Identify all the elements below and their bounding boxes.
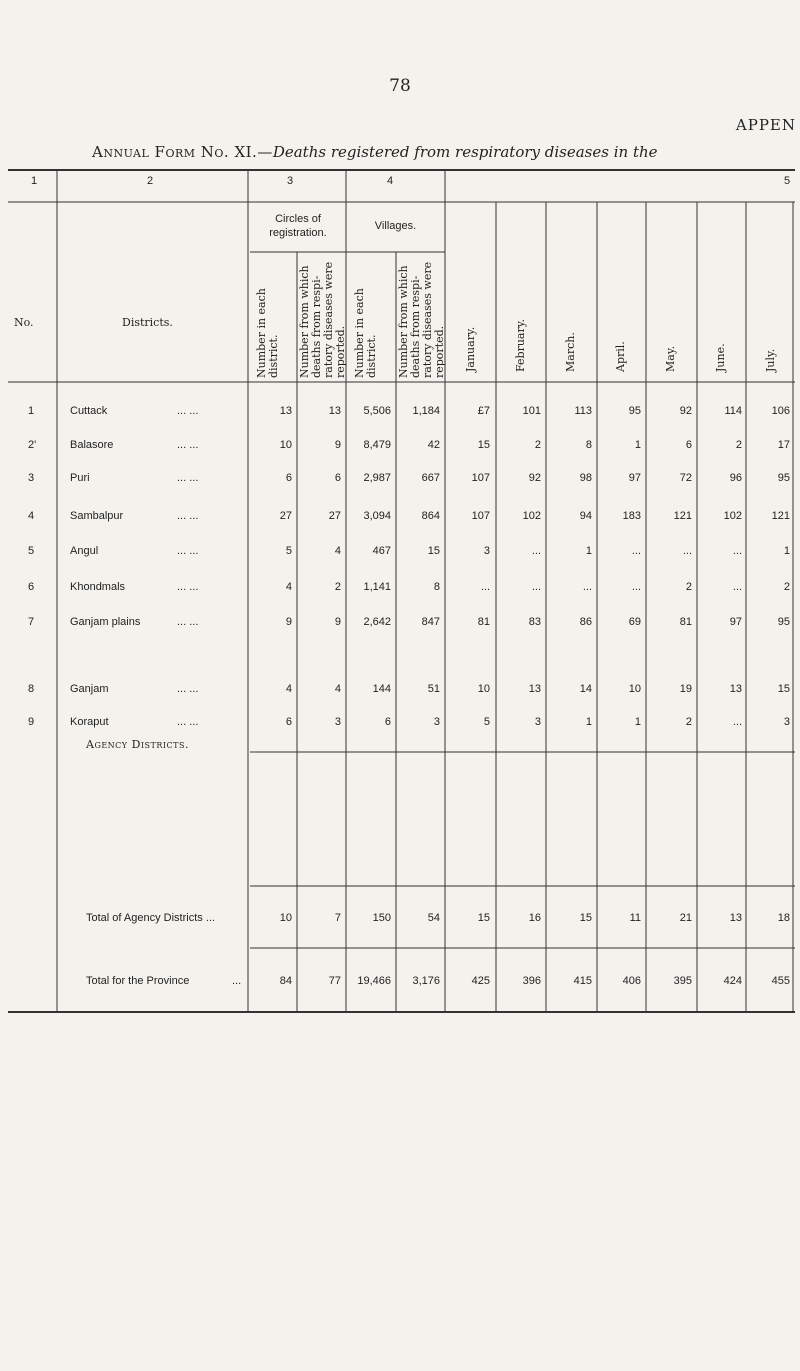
appendix-label: APPEN [735, 116, 796, 134]
month-header-january: January. [464, 326, 477, 372]
table-cell: ... [732, 545, 742, 557]
table-cell: 2 [534, 439, 541, 451]
table-cell: ... [480, 581, 490, 593]
table-cell: 2 [735, 439, 742, 451]
table-cell: 667 [421, 472, 440, 484]
table-cell: 1 [585, 545, 592, 557]
table-cell: 13 [729, 683, 742, 695]
district-name: Ganjam [70, 683, 109, 695]
table-cell: £7 [477, 405, 490, 417]
header-line: deaths from respi- [409, 275, 422, 378]
table-cell: 92 [528, 472, 541, 484]
table-cell: 96 [729, 472, 742, 484]
table-cell: 8,479 [363, 439, 391, 451]
table-cell: ... [531, 545, 541, 557]
table-cell: 2 [685, 581, 692, 593]
agency-heading: Agency Districts. [86, 738, 189, 751]
table-cell: 102 [723, 510, 742, 522]
table-cell: 102 [522, 510, 541, 522]
table-cell: 5 [285, 545, 292, 557]
table-cell: 467 [372, 545, 391, 557]
table-cell: 3 [433, 716, 440, 728]
leader-dots: ... ... [177, 405, 199, 417]
total-cell: 15 [579, 912, 592, 924]
table-cell: 864 [421, 510, 440, 522]
total-province-label: Total for the Province [86, 975, 190, 987]
table-cell: 1,184 [412, 405, 440, 417]
month-header-may: May. [664, 345, 677, 372]
total-cell: 424 [723, 975, 742, 987]
col-number: 2 [146, 175, 154, 187]
table-cell: 5 [483, 716, 490, 728]
table-cell: 94 [579, 510, 592, 522]
total-cell: 18 [777, 912, 790, 924]
table-cell: 121 [673, 510, 692, 522]
district-name: Khondmals [70, 581, 126, 593]
total-cell: 415 [573, 975, 592, 987]
table-cell: 3 [534, 716, 541, 728]
table-cell: 2,987 [363, 472, 391, 484]
table-cell: 51 [427, 683, 440, 695]
total-cell: 11 [629, 912, 641, 924]
total-cell: 3,176 [412, 975, 440, 987]
col-number: 3 [286, 175, 294, 187]
table-cell: 3 [334, 716, 341, 728]
district-name: Puri [70, 472, 90, 484]
header-line: district. [365, 334, 378, 378]
district-name: Ganjam plains [70, 616, 141, 628]
table-cell: ... [631, 545, 641, 557]
table-cell: ... [631, 581, 641, 593]
header-line: reported. [433, 325, 446, 378]
table-cell: 42 [427, 439, 440, 451]
table-cell: 8 [433, 581, 440, 593]
table-cell: 3 [483, 545, 490, 557]
table-cell: 183 [622, 510, 641, 522]
district-name: Cuttack [70, 405, 108, 417]
districts-header: Districts. [122, 316, 173, 329]
month-header-april: April. [614, 341, 627, 372]
table-cell: 114 [724, 405, 742, 417]
table-cell: ... [732, 716, 742, 728]
table-cell: 10 [628, 683, 641, 695]
col-number: 4 [386, 175, 394, 187]
table-cell: 847 [421, 616, 440, 628]
total-cell: 406 [622, 975, 641, 987]
header-line: Number from which [397, 265, 410, 378]
table-cell: 144 [372, 683, 391, 695]
table-cell: 27 [328, 510, 341, 522]
table-cell: 17 [777, 439, 790, 451]
table-cell: ... [732, 581, 742, 593]
header-line: Number from which [298, 265, 311, 378]
leader-dots: ... ... [177, 683, 199, 695]
total-cell: 84 [279, 975, 292, 987]
leader-dots: ... ... [177, 716, 199, 728]
month-header-july: July. [764, 348, 777, 372]
table-cell: 6 [285, 716, 292, 728]
total-cell: 21 [679, 912, 692, 924]
table-cell: 15 [777, 683, 790, 695]
total-agency-label: Total of Agency Districts ... [86, 912, 215, 924]
table-cell: 101 [522, 405, 541, 417]
table-cell: 9 [285, 616, 292, 628]
table-cell: 2,642 [363, 616, 391, 628]
total-cell: 395 [673, 975, 692, 987]
table-cell: 95 [628, 405, 641, 417]
table-cell: 6 [384, 716, 391, 728]
table-cell: 1 [634, 439, 641, 451]
table-cell: 9 [334, 616, 341, 628]
row-number: 7 [28, 616, 35, 628]
table-cell: 4 [334, 683, 341, 695]
table-cell: 1,141 [363, 581, 391, 593]
total-cell: 15 [477, 912, 490, 924]
header-line: Number in each [255, 288, 268, 378]
table-cell: 97 [628, 472, 641, 484]
table-cell: 27 [279, 510, 292, 522]
col-number: 5 [783, 175, 791, 187]
row-number: 5 [28, 545, 35, 557]
table-cell: 4 [334, 545, 341, 557]
table-cell: 13 [328, 405, 341, 417]
header-line: reported. [334, 325, 347, 378]
table-cell: 1 [585, 716, 592, 728]
total-cell: 7 [334, 912, 341, 924]
row-number: 9 [28, 716, 35, 728]
table-cell: 6 [334, 472, 341, 484]
row-number: 2' [28, 439, 37, 451]
table-cell: 1 [783, 545, 790, 557]
header-line: ratory diseases were [322, 261, 335, 378]
table-cell: 8 [585, 439, 592, 451]
row-number: 8 [28, 683, 35, 695]
header-line: deaths from respi- [310, 275, 323, 378]
total-cell: 150 [372, 912, 391, 924]
table-cell: 2 [783, 581, 790, 593]
circles-deaths-header [299, 262, 347, 378]
table-cell: 6 [685, 439, 692, 451]
villages-group-header: Villages. [374, 220, 417, 232]
table-cell: 97 [729, 616, 742, 628]
circles-number-header [256, 288, 280, 378]
total-cell: 54 [427, 912, 440, 924]
table-cell: 72 [679, 472, 692, 484]
table-cell: 14 [579, 683, 592, 695]
month-header-february: February. [514, 319, 527, 372]
leader-dots: ... ... [177, 545, 199, 557]
table-cell: 13 [528, 683, 541, 695]
title-italic: Deaths registered from respiratory diseases in the [272, 143, 658, 161]
row-number: 6 [28, 581, 35, 593]
table-cell: 4 [285, 581, 292, 593]
table-cell: 4 [285, 683, 292, 695]
col-number: 1 [30, 175, 38, 187]
total-province-dots: ... [232, 975, 242, 987]
leader-dots: ... ... [177, 616, 199, 628]
total-cell: 13 [729, 912, 742, 924]
table-cell: 98 [579, 472, 592, 484]
table-cell: 2 [334, 581, 341, 593]
table-cell: 15 [427, 545, 440, 557]
district-name: Sambalpur [70, 510, 124, 522]
table-cell: 113 [574, 405, 592, 417]
total-cell: 425 [471, 975, 490, 987]
table-cell: 3,094 [363, 510, 391, 522]
table-cell: 3 [783, 716, 790, 728]
row-number: 4 [28, 510, 35, 522]
table-cell: 9 [334, 439, 341, 451]
total-cell: 77 [328, 975, 341, 987]
villages-number-header [354, 288, 378, 378]
table-cell: 107 [471, 510, 490, 522]
no-header: No. [14, 316, 34, 329]
header-line: ratory diseases were [421, 261, 434, 378]
table-cell: ... [582, 581, 592, 593]
total-cell: 396 [522, 975, 541, 987]
district-name: Angul [70, 545, 99, 557]
table-cell: 81 [477, 616, 490, 628]
header-line: Number in each [353, 288, 366, 378]
table-cell: ... [531, 581, 541, 593]
table-cell: 83 [528, 616, 541, 628]
table-cell: 10 [279, 439, 292, 451]
total-cell: 16 [528, 912, 541, 924]
district-name: Koraput [70, 716, 109, 728]
table-cell: 1 [634, 716, 641, 728]
table-cell: 15 [477, 439, 490, 451]
page-number: 78 [389, 76, 411, 96]
table-cell: 13 [279, 405, 292, 417]
total-cell: 19,466 [357, 975, 391, 987]
table-cell: 19 [679, 683, 692, 695]
table-cell: 10 [477, 683, 490, 695]
month-header-june: June. [714, 343, 727, 372]
district-name: Balasore [70, 439, 114, 451]
table-cell: 106 [771, 405, 790, 417]
month-header-march: March. [564, 332, 577, 372]
total-cell: 455 [771, 975, 790, 987]
table-cell: 121 [771, 510, 790, 522]
table-cell: 81 [679, 616, 692, 628]
row-number: 3 [28, 472, 35, 484]
table-cell: 5,506 [363, 405, 391, 417]
circles-group-header: Circles of registration. [269, 213, 327, 239]
table-cell: 92 [679, 405, 692, 417]
title-prefix: Annual Form No. XI.— [92, 143, 273, 161]
table-cell: 95 [777, 616, 790, 628]
leader-dots: ... ... [177, 581, 199, 593]
leader-dots: ... ... [177, 510, 199, 522]
total-cell: 10 [279, 912, 292, 924]
header-line: district. [267, 334, 280, 378]
table-cell: 69 [628, 616, 641, 628]
villages-deaths-header [398, 262, 446, 378]
table-cell: 95 [777, 472, 790, 484]
leader-dots: ... ... [177, 472, 199, 484]
table-cell: 2 [685, 716, 692, 728]
table-cell: ... [682, 545, 692, 557]
table-cell: 6 [285, 472, 292, 484]
leader-dots: ... ... [177, 439, 199, 451]
table-cell: 107 [471, 472, 490, 484]
table-cell: 86 [579, 616, 592, 628]
row-number: 1 [28, 405, 35, 417]
